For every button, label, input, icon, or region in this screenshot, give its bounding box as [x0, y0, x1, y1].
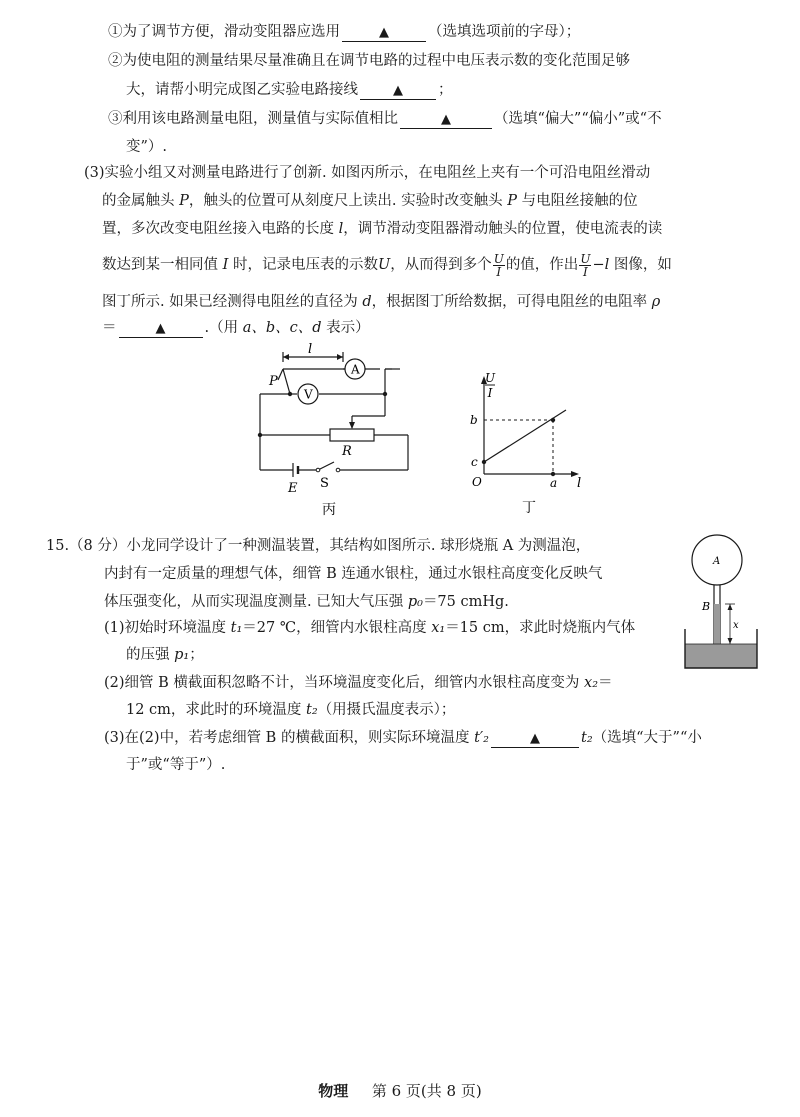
- svg-text:E: E: [288, 481, 298, 496]
- q15-stem-line2: 内封有一定质量的理想气体，细管 B 连通水银柱，通过水银柱高度变化反映气: [104, 566, 603, 582]
- q14-part2-item2-line1: ②为使电阻的测量结果尽量准确且在调节电路的过程中电压表示数的变化范围足够: [108, 53, 630, 69]
- svg-text:l: l: [308, 342, 313, 357]
- svg-text:R: R: [342, 444, 352, 459]
- footer-subject: 物理: [318, 1082, 349, 1100]
- svg-text:O: O: [472, 475, 482, 489]
- svg-text:B: B: [702, 600, 711, 613]
- graph-figure-ding: [460, 362, 600, 522]
- q14-part3-line5: 图丁所示. 如果已经测得电阻丝的直径为 d，根据图丁所给数据，可得电阻丝的电阻率 ρ: [102, 294, 661, 310]
- u-over-i-fraction: $\frac{U}{I}$: [493, 251, 504, 279]
- page-footer: [0, 1080, 800, 1101]
- q14-part2-item3-line2: 变”）.: [126, 139, 168, 155]
- q15-sub2-line1: (2)细管 B 横截面积忽略不计，当环境温度变化后，细管内水银柱高度变为 x₂＝: [104, 675, 613, 691]
- q15-sub1-line1: (1)初始时环境温度 t₁＝27 ℃，细管内水银柱高度 x₁＝15 cm，求此时烧瓶内气体: [104, 620, 636, 636]
- svg-text:b: b: [470, 413, 478, 427]
- answer-blank[interactable]: ▲: [342, 24, 426, 42]
- q15-sub3-line1: (3)在(2)中，若考虑细管 B 的横截面积，则实际环境温度 t′₂ ▲ t₂（选填“大于”“小: [104, 730, 702, 746]
- answer-blank[interactable]: ▲: [119, 320, 203, 338]
- svg-text:a: a: [550, 476, 558, 490]
- answer-blank[interactable]: ▲: [491, 730, 579, 748]
- q15-stem-line1: 15.（8 分）小龙同学设计了一种测温装置，其结构如图所示. 球形烧瓶 A 为测温泡，: [46, 538, 591, 554]
- q15-sub2-line2: 12 cm，求此时的环境温度 t₂（用摄氏温度表示）；: [126, 702, 456, 718]
- svg-text:A: A: [713, 556, 721, 567]
- q15-stem-line3: 体压强变化，从而实现温度测量. 已知大气压强 p₀＝75 cmHg.: [104, 594, 509, 610]
- svg-text:A: A: [351, 362, 360, 377]
- q14-part2-item3-line1: ③利用该电路测量电阻，测量值与实际值相比 ▲ （选填“偏大”“偏小”或“不: [108, 111, 662, 127]
- svg-text:P: P: [269, 374, 278, 389]
- footer-page-number: 第 6 页(共 8 页): [371, 1082, 482, 1100]
- q14-part2-item1: ①为了调节方便，滑动变阻器应选用 ▲ （选填选项前的字母）；: [108, 24, 581, 40]
- thermometer-apparatus-figure: [675, 534, 775, 684]
- svg-text:V: V: [304, 387, 313, 402]
- svg-text:S: S: [320, 476, 329, 491]
- u-over-i-fraction: $\frac{U}{I}$: [580, 251, 591, 279]
- svg-text:丙: 丙: [322, 502, 336, 518]
- svg-text:U: U: [484, 371, 496, 385]
- answer-blank[interactable]: ▲: [400, 111, 492, 129]
- q14-part3-line4: 数达到某一相同值 I 时，记录电压表的示数U，从而得到多个 $\frac{U}{I}$ 的值，作出 $\frac{U}{I}$ −l 图像，如: [102, 251, 672, 279]
- q14-part3-line2: 的金属触头 P，触头的位置可从刻度尺上读出. 实验时改变触头 P 与电阻丝接触的位: [102, 193, 638, 209]
- svg-text:l: l: [577, 476, 582, 491]
- circuit-figure-bing: [250, 342, 430, 522]
- q15-sub3-line2: 于”或“等于”）.: [126, 757, 226, 773]
- q14-part3-line6: ＝ ▲ .（用 a、b、c、d 表示）: [102, 320, 370, 336]
- svg-text:丁: 丁: [522, 500, 536, 516]
- svg-text:x: x: [733, 620, 739, 631]
- q14-part3-line1: (3)实验小组又对测量电路进行了创新. 如图丙所示，在电阻丝上夹有一个可沿电阻丝滑动: [84, 165, 651, 181]
- q15-sub1-line2: 的压强 p₁；: [126, 647, 204, 663]
- q14-part3-line3: 置，多次改变电阻丝接入电路的长度 l，调节滑动变阻器滑动触头的位置，使电流表的读: [102, 221, 663, 237]
- answer-blank[interactable]: ▲: [360, 82, 436, 100]
- q14-part2-item2-line2: 大，请帮小明完成图乙实验电路接线 ▲ ；: [126, 82, 453, 98]
- svg-text:c: c: [471, 455, 478, 469]
- svg-text:I: I: [487, 386, 493, 400]
